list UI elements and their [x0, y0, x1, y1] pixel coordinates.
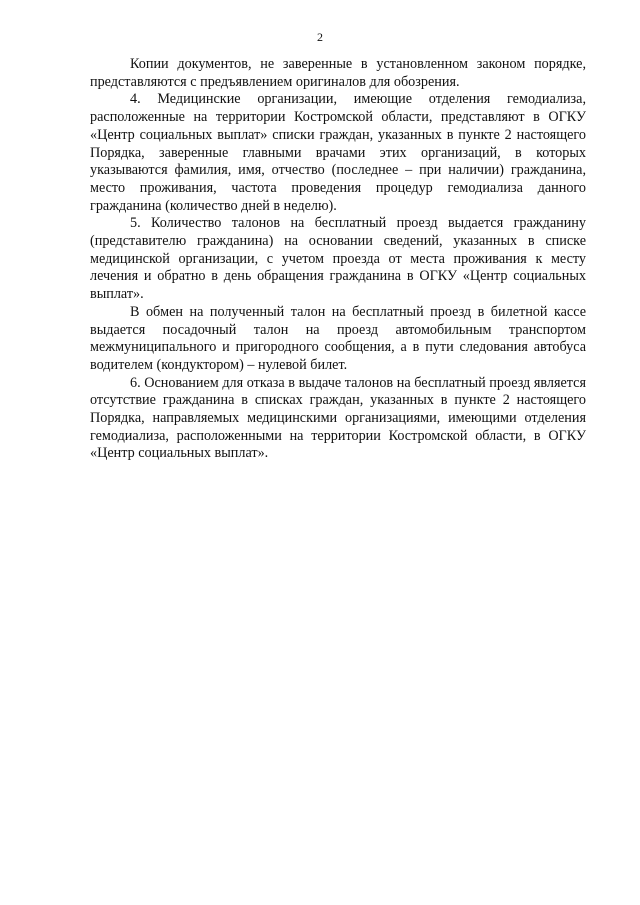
page-number: 2 [317, 30, 323, 44]
paragraph-item-4: 4. Медицинские организации, имеющие отделения гемодиализа, расположенные на территории Костромской области, представляют в ОГКУ «Центр социальных выплат» списки граждан, указанных в пункте 2 настоящего Порядка, заверенные главными врачами этих организаций, в которых указываются фамилия, имя, отчество (последнее – при наличии) гражданина, место проживания, частота проведения процедур гемодиализа данного гражданина (количество дней в неделю). [90, 91, 586, 214]
paragraph-item-5: 5. Количество талонов на бесплатный проезд выдается гражданину (представителю гражданина) на основании сведений, указанных в списке медицинской организации, с учетом проезда от места проживания к месту лечения и обратно в день обращения гражданина в ОГКУ «Центр социальных выплат». [90, 215, 586, 303]
paragraph-item-6: 6. Основанием для отказа в выдаче талонов на бесплатный проезд является отсутствие гражданина в списках граждан, указанных в пункте 2 настоящего Порядка, направляемых медицинскими организациями, имеющими отделения гемодиализа, расположенными на территории Костромской области, в ОГКУ «Центр социальных выплат». [90, 374, 586, 462]
document-body [90, 56, 586, 463]
paragraph-copies-of-documents: Копии документов, не заверенные в установленном законом порядке, представляются с предъявлением оригиналов для обозрения. [90, 56, 586, 90]
paragraph-ticket-exchange: В обмен на полученный талон на бесплатный проезд в билетной кассе выдается посадочный талон на проезд автомобильным транспортом межмуниципального и пригородного сообщения, а в пути следования автобуса водителем (кондуктором) – нулевой билет. [90, 303, 586, 373]
